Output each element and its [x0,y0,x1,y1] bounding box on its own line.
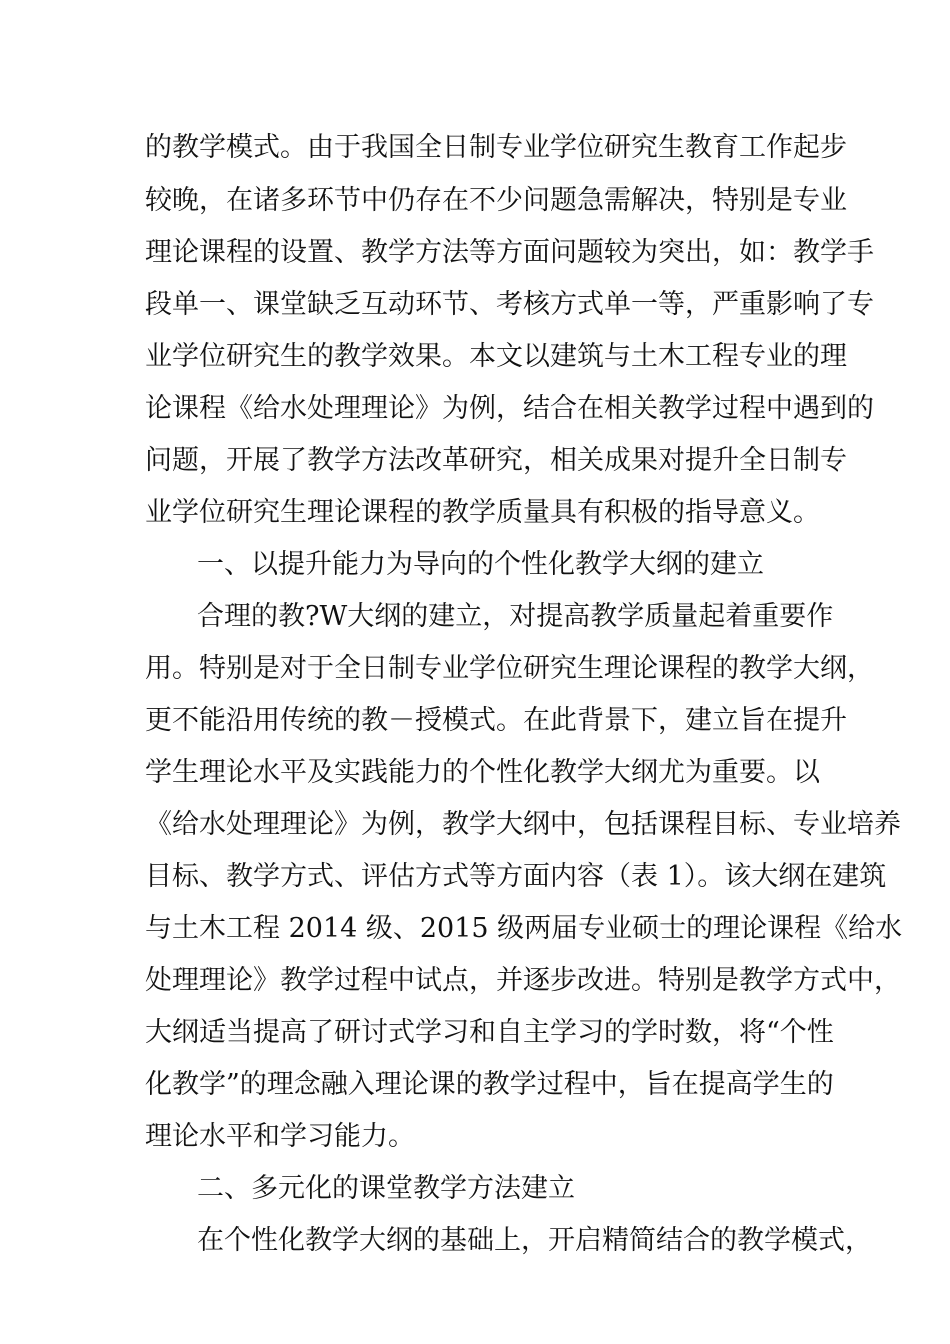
paragraph-line: 段单一、课堂缺乏互动环节、考核方式单一等，严重影响了专 [145,289,874,320]
paragraph-line: 业学位研究生的教学效果。本文以建筑与土木工程专业的理 [145,341,847,372]
paragraph-line: 业学位研究生理论课程的教学质量具有积极的指导意义。 [145,497,820,528]
paragraph-line: 学生理论水平及实践能力的个性化教学大纲尤为重要。以 [145,757,820,788]
paragraph-line: 《给水处理理论》为例，教学大纲中，包括课程目标、专业培养 [145,809,901,840]
paragraph-line: 大纲适当提高了研讨式学习和自主学习的学时数，将“个性 [145,1017,834,1048]
paragraph-line: 理论课程的设置、教学方法等方面问题较为突出，如：教学手 [145,237,874,268]
paragraph-line: 与土木工程 2014 级、2015 级两届专业硕士的理论课程《给水 [145,913,903,944]
paragraph-line: 处理理论》教学过程中试点，并逐步改进。特别是教学方式中， [145,965,901,996]
section-heading: 二、多元化的课堂教学方法建立 [197,1173,575,1204]
paragraph-line: 用。特别是对于全日制专业学位研究生理论课程的教学大纲， [145,653,874,684]
section-heading: 一、以提升能力为导向的个性化教学大纲的建立 [197,549,764,580]
paragraph-line: 理论水平和学习能力。 [145,1121,415,1152]
paragraph-line: 的教学模式。由于我国全日制专业学位研究生教育工作起步 [145,132,847,163]
paragraph-line: 化教学”的理念融入理论课的教学过程中，旨在提高学生的 [145,1069,834,1100]
paragraph-line: 目标、教学方式、评估方式等方面内容（表 1）。该大纲在建筑 [145,861,887,892]
paragraph-line: 合理的教?W大纲的建立，对提高教学质量起着重要作 [197,601,834,632]
paragraph-line: 较晚，在诸多环节中仍存在不少问题急需解决，特别是专业 [145,185,847,216]
paragraph-line: 问题，开展了教学方法改革研究，相关成果对提升全日制专 [145,445,847,476]
paragraph-line: 更不能沿用传统的教－授模式。在此背景下，建立旨在提升 [145,705,847,736]
paragraph-line: 在个性化教学大纲的基础上，开启精简结合的教学模式， [197,1225,872,1256]
paragraph-line: 论课程《给水处理理论》为例，结合在相关教学过程中遇到的 [145,393,874,424]
